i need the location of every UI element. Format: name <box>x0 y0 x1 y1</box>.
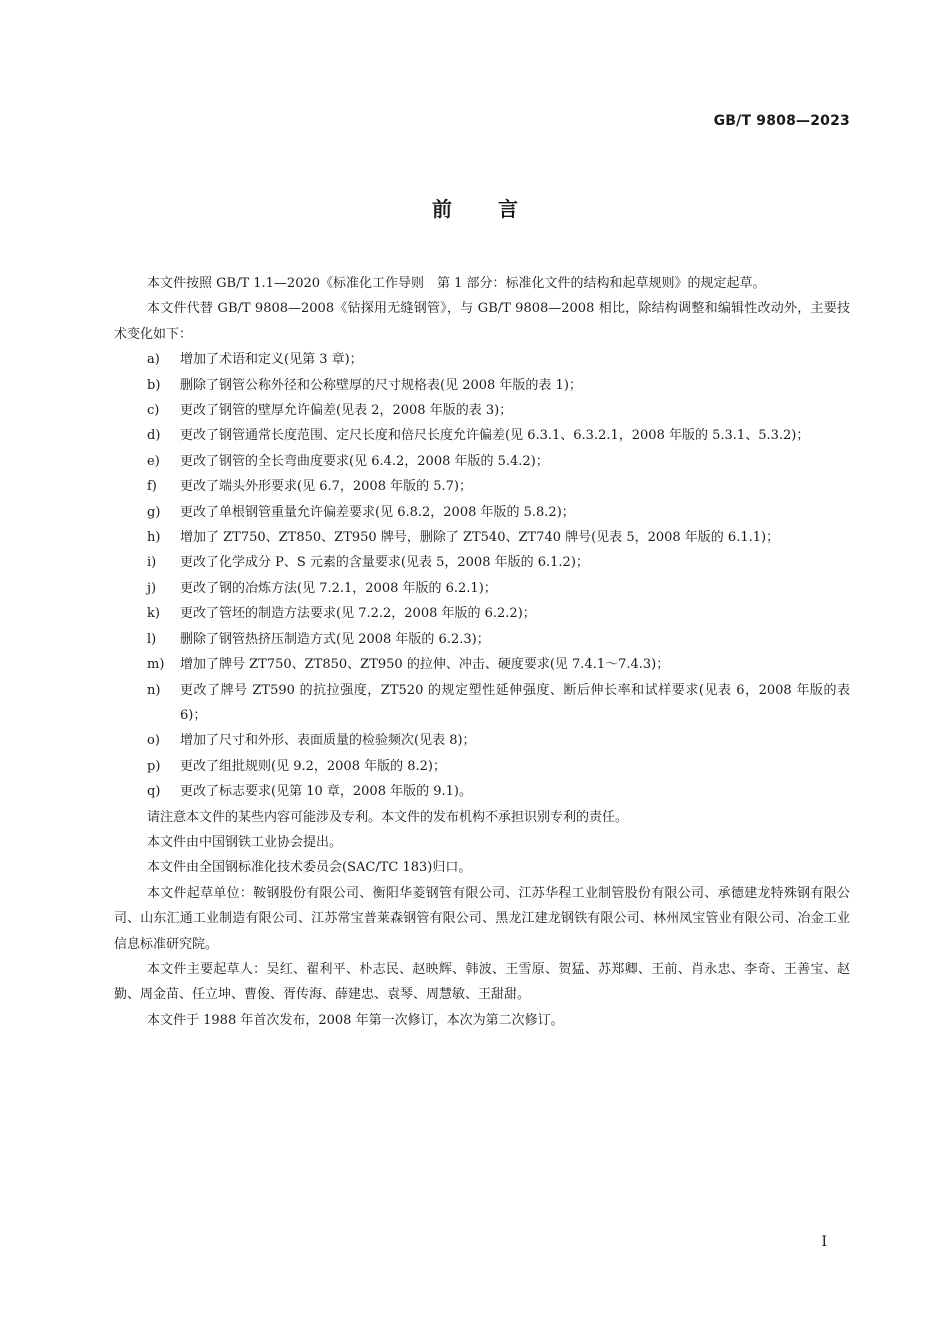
list-item-mark: j) <box>147 580 157 596</box>
list-item-text: 增加了牌号 ZT750、ZT850、ZT950 的拉伸、冲击、硬度要求(见 7.4.1～7.4.3)； <box>180 657 670 673</box>
list-item <box>114 754 850 779</box>
list-item <box>114 601 850 626</box>
paragraph-drafters: 本文件主要起草人：吴红、翟利平、朴志民、赵映辉、韩波、王雪原、贺猛、苏郑卿、王前、肖永忠、李奇、王善宝、赵勤、周金苗、任立坤、曹俊、胥传海、薛建忠、袁琴、周慧敏、王甜甜。 <box>114 961 850 1003</box>
title-char-2: 言 <box>498 197 518 221</box>
paragraph-replacement: 本文件代替 GB/T 9808—2008《钻探用无缝钢管》，与 GB/T 9808—2008 相比，除结构调整和编辑性改动外，主要技术变化如下： <box>114 301 850 342</box>
list-item <box>114 779 850 804</box>
paragraph-drafting-units: 本文件起草单位：鞍钢股份有限公司、衡阳华菱钢管有限公司、江苏华程工业制管股份有限公司、承德建龙特殊钢有限公司、山东汇通工业制造有限公司、江苏常宝普莱森钢管有限公司、黑龙江建龙钢铁有限公司、林州凤宝管业有限公司、冶金工业信息标准研究院。 <box>114 885 850 952</box>
list-item-text: 更改了单根钢管重量允许偏差要求(见 6.8.2，2008 年版的 5.8.2)； <box>180 504 575 520</box>
list-item-text: 更改了钢管通常长度范围、定尺长度和倍尺长度允许偏差(见 6.3.1、6.3.2.1，2008 年版的 5.3.1、5.3.2)； <box>180 428 810 444</box>
page-title <box>0 193 950 222</box>
paragraph-history: 本文件于 1988 年首次发布，2008 年第一次修订，本次为第二次修订。 <box>147 1012 564 1028</box>
list-item-mark: o) <box>147 733 160 749</box>
changes-list <box>114 347 850 804</box>
foreword-body <box>114 271 850 1033</box>
list-item <box>114 500 850 525</box>
list-item-text: 更改了化学成分 P、S 元素的含量要求(见表 5，2008 年版的 6.1.2)； <box>180 555 589 571</box>
list-item-mark: i) <box>147 555 157 571</box>
list-item-text: 更改了端头外形要求(见 6.7，2008 年版的 5.7)； <box>180 479 472 495</box>
list-item <box>114 550 850 575</box>
list-item <box>114 652 850 677</box>
list-item <box>114 347 850 372</box>
list-item-mark: k) <box>147 606 160 622</box>
standard-number: GB/T 9808—2023 <box>713 113 850 129</box>
list-item-text: 删除了钢管热挤压制造方式(见 2008 年版的 6.2.3)； <box>180 631 490 647</box>
list-item-mark: n) <box>147 682 161 698</box>
list-item-mark: c) <box>147 403 160 419</box>
list-item <box>114 449 850 474</box>
list-item <box>114 423 850 448</box>
list-item-text: 更改了钢管的壁厚允许偏差(见表 2，2008 年版的表 3)； <box>180 403 513 419</box>
list-item-text: 更改了组批规则(见 9.2，2008 年版的 8.2)； <box>180 758 446 774</box>
list-item-text: 更改了牌号 ZT590 的抗拉强度，ZT520 的规定塑性延伸强度、断后伸长率和试样要求(见表 6，2008 年版的表 6)； <box>180 682 850 723</box>
paragraph-proposed-by: 本文件由中国钢铁工业协会提出。 <box>147 834 343 850</box>
list-item-mark: d) <box>147 428 161 444</box>
list-item <box>114 728 850 753</box>
list-item <box>114 678 850 729</box>
list-item <box>114 525 850 550</box>
list-item-mark: a) <box>147 352 160 368</box>
list-item <box>114 398 850 423</box>
list-item <box>114 627 850 652</box>
list-item <box>114 373 850 398</box>
paragraph-under-jurisdiction: 本文件由全国钢标准化技术委员会(SAC/TC 183)归口。 <box>147 860 472 876</box>
list-item-text: 更改了钢的冶炼方法(见 7.2.1，2008 年版的 6.2.1)； <box>180 580 497 596</box>
paragraph-patent-notice: 请注意本文件的某些内容可能涉及专利。本文件的发布机构不承担识别专利的责任。 <box>147 809 629 825</box>
page-number: I <box>821 1234 827 1250</box>
title-char-1: 前 <box>432 197 452 221</box>
list-item-mark: p) <box>147 758 161 774</box>
list-item-text: 更改了管坯的制造方法要求(见 7.2.2，2008 年版的 6.2.2)； <box>180 606 536 622</box>
list-item-mark: g) <box>147 504 161 520</box>
list-item <box>114 576 850 601</box>
list-item-mark: l) <box>147 631 157 647</box>
list-item <box>114 474 850 499</box>
list-item-mark: h) <box>147 530 161 546</box>
list-item-text: 增加了尺寸和外形、表面质量的检验频次(见表 8)； <box>180 733 476 749</box>
list-item-text: 更改了钢管的全长弯曲度要求(见 6.4.2，2008 年版的 5.4.2)； <box>180 453 549 469</box>
list-item-mark: f) <box>147 479 157 495</box>
list-item-text: 删除了钢管公称外径和公称壁厚的尺寸规格表(见 2008 年版的表 1)； <box>180 377 582 393</box>
paragraph-drafting-rules: 本文件按照 GB/T 1.1—2020《标准化工作导则 第 1 部分：标准化文件的结构和起草规则》的规定起草。 <box>147 276 766 291</box>
list-item-text: 更改了标志要求(见第 10 章，2008 年版的 9.1)。 <box>180 784 472 800</box>
list-item-text: 增加了 ZT750、ZT850、ZT950 牌号，删除了 ZT540、ZT740 牌号(见表 5，2008 年版的 6.1.1)； <box>180 530 780 546</box>
list-item-mark: e) <box>147 453 160 469</box>
list-item-mark: q) <box>147 784 161 800</box>
list-item-mark: m) <box>147 657 165 673</box>
list-item-mark: b) <box>147 377 161 393</box>
list-item-text: 增加了术语和定义(见第 3 章)； <box>180 352 363 368</box>
